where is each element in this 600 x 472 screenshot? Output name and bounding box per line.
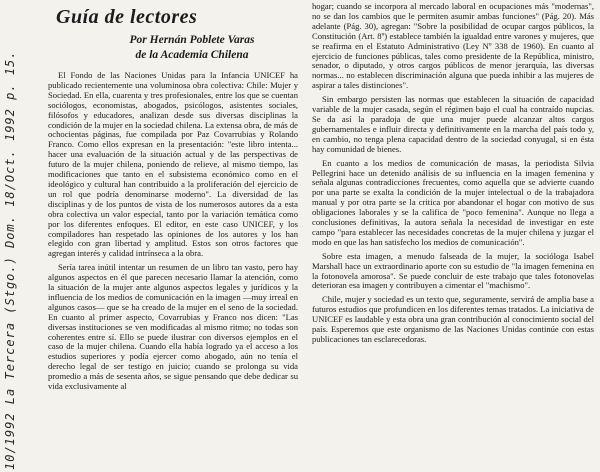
left-column xyxy=(48,6,298,396)
paragraph: El Fondo de las Naciones Unidas para la Infancia UNICEF ha publicado recientemente una voluminosa obra colectiva: Chile: Mujer y Sociedad. En ella, cuarenta y tres profesionales, entre los que se cuentan sociólogos, economistas, abogados, psicólogos, asistentes sociales, filósofos y educadores, analizan desde sus diversas disciplinas la condición de la mujer en la sociedad chilena. La extensa obra, de más de ochocientas páginas, fue compilada por Paz Covarrubias y Rolando Franco. Como ellos expresan en la presentación: "este libro intenta... hacer una evaluación de la situación actual y de las perspectivas de futuro de la mujer chilena, poniendo de relieve, al mismo tiempo, las modificaciones que tanto en el subsistema económico como en el ideológico y cultural han contribuido a la proliferación del ejercicio de un rol que podría denominarse moderno". La diversidad de las disciplinas y de los puntos de vista de los numerosos autores da a esta obra colectiva un valor especial, tanto por la variación temática como por los diferentes enfoques. El editor, en este caso UNICEF, y los compiladores han respetado las opiniones de los autores y los han elegido con gran libertad y amplitud. Estos son otros factores que agregan interés y calidad intrínseca a la obra. xyxy=(48,70,298,259)
byline-author: Por Hernán Poblete Varas xyxy=(129,34,255,46)
right-column xyxy=(312,2,594,349)
paragraph: hogar; cuando se incorpora al mercado laboral en ocupaciones más "modernas", no se dan los cambios que le permiten asumir ambas funciones" (Pág. 20). Más adelante (Pág. 30), agregan: "Sobre la posibilidad de ocupar cargos públicos, la Constitución (Art. 8º) establece también la igualdad entre varones y mujeres, que se reafirma en el Estatuto Administrativo (Ley Nº 338 de 1960). En cuanto al ejercicio de funciones públicas, tales como presidente de la República, ministro, senador, o diputado, y otros cargos públicos de menor jerarquía, las diversas normas... no establecen discriminación alguna que pueda inhibir a las mujeres de aspirar a tales distinciones". xyxy=(312,1,594,91)
handwritten-note: 10/1992 La Tercera (Stgo.) Dom. 18/Oct. 1992 p. 15. xyxy=(3,50,17,470)
paragraph: Sin embargo persisten las normas que establecen la situación de capacidad variable de la mujer casada, según el régimen bajo el cual ha contraído nupcias. Se da así la paradoja de que una mujer puede alcanzar altos cargos gubernamentales e influir directa y definitivamente en la marcha del país todo y, en cambio, no tenga plena capacidad dentro de la sociedad conyugal, si en ésta hay comunidad de bienes. xyxy=(312,94,594,154)
byline-affiliation: de la Academia Chilena xyxy=(135,49,249,61)
article-title: Guía de lectores xyxy=(56,6,198,28)
paragraph: Chile, mujer y sociedad es un texto que, seguramente, servirá de amplia base a futuros estudios que profundicen en los diferentes temas tratados. La iniciativa de UNICEF es laudable y esta obra una gran contribución al conocimiento social del país. Esperemos que este organismo de las Naciones Unidas continúe con estas publicaciones tan esclarecedoras. xyxy=(312,294,594,344)
paragraph: Sobre esta imagen, a menudo falseada de la mujer, la socióloga Isabel Marshall hace un extraordinario aporte con su estudio de "la imagen femenina en la fotonovela amorosa". Se puede concluir de este trabajo que tales fotonovelas deterioran esa imagen y contribuyen a cimentar el "machismo". xyxy=(312,250,594,291)
paragraph: Sería tarea inútil intentar un resumen de un libro tan vasto, pero hay algunos aspectos en él que parecen necesario llamar la atención, como la situación de la mujer ante algunos aspectos legales y jurídicos y la influencia de los medios de comunicación en la imagen —muy irreal en algunos casos— que se ha creado de la mujer en el seno de la sociedad. En cuanto al primer aspecto, Covarrubias y Franco nos dicen: "Las diversas instituciones se ven modificadas al mismo ritmo; no todas son coherentes entre sí. Ello se puede ilustrar con diversos ejemplos en el caso de la mujer chilena. Cuando ella había logrado ya el acceso a los estudios superiores y podía ejercer como abogado, aún no tenía el derecho legal de ser testigo en juicio; cuando se prolonga su vida promedio a más de sesenta años, se sigue pensando que debe dedicar su vida exclusivamente al xyxy=(48,262,298,392)
paragraph: En cuanto a los medios de comunicación de masas, la periodista Silvia Pellegrini hace un detenido análisis de su influencia en la imagen femenina y señala algunas contradicciones frecuentes, como aquella que se advierte cuando por una parte se exalta la condición de la mujer intelectual o de la trabajadora manual y por otra parte se la critica por abandonar el hogar con motivo de sus obligaciones laborales y se la califica de "poco femenina". Aunque no llega a conclusiones definitivas, la autora señala la necesidad de investigar en este campo "para establecer las necesidades concretas de la mujer chilena y juzgar el modo en que las han satisfecho los medios de comunicación". xyxy=(312,157,594,247)
byline xyxy=(86,33,298,63)
